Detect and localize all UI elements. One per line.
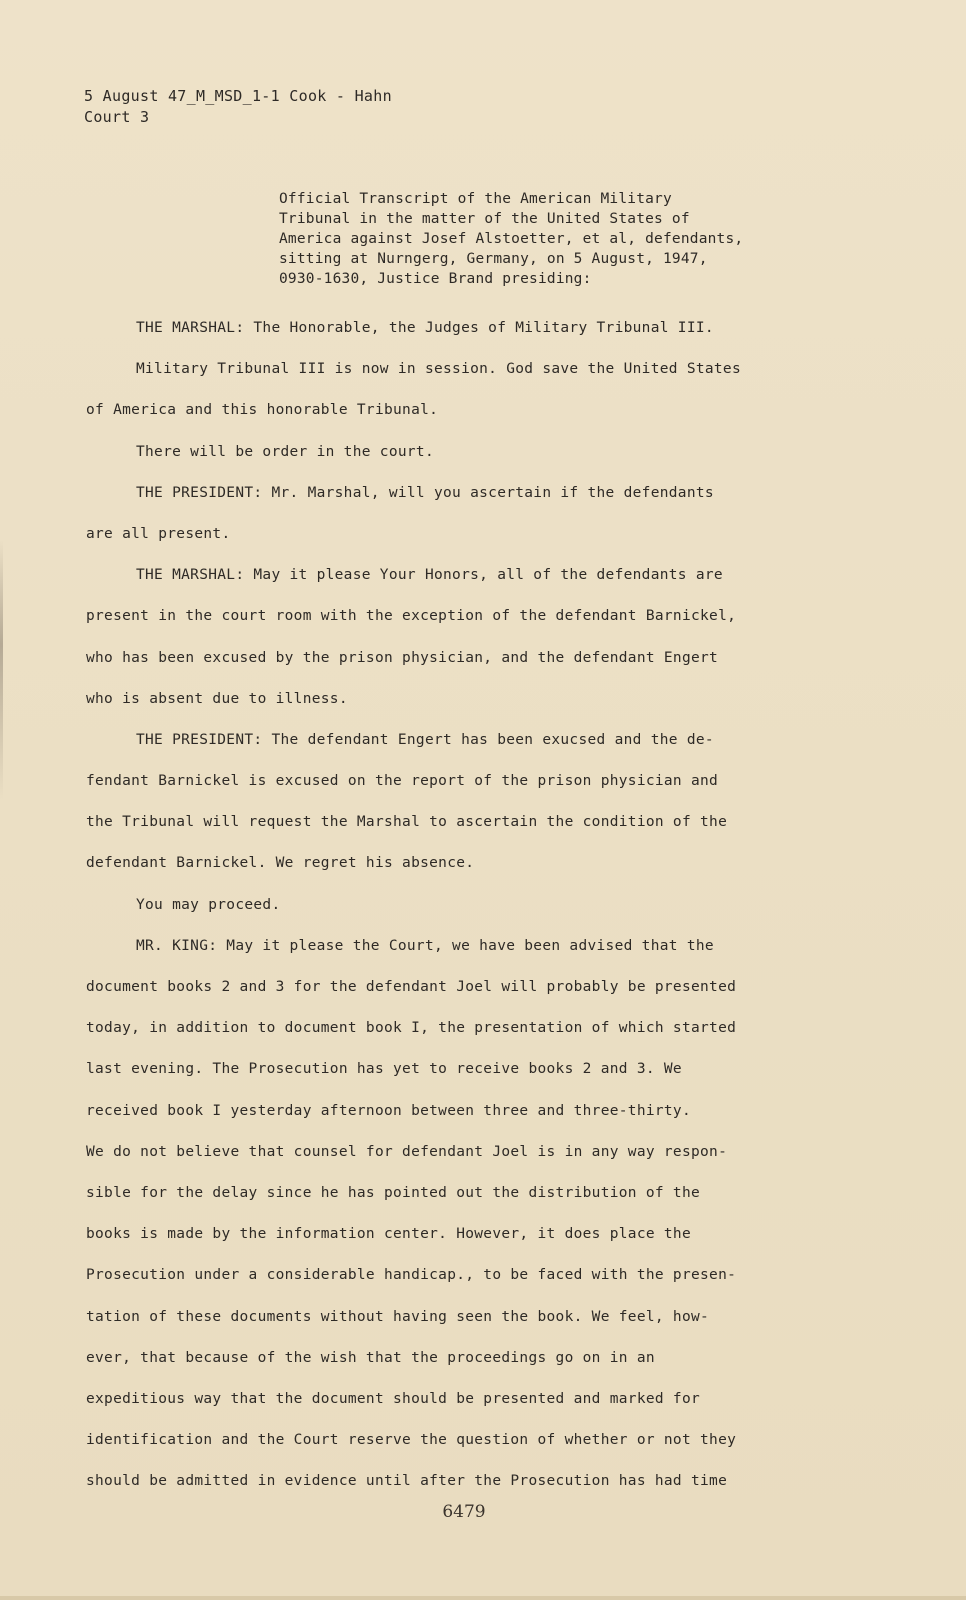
body-line: sible for the delay since he has pointed out the distribution of the — [86, 1184, 701, 1201]
body-line: There will be order in the court. — [136, 443, 434, 460]
header-line-2: Court 3 — [84, 108, 150, 126]
body-line: today, in addition to document book I, the presentation of which started — [86, 1020, 737, 1037]
body-line: received book I yesterday afternoon between three and three-thirty. — [86, 1102, 691, 1119]
page-bottom-edge — [0, 1596, 966, 1600]
body-line: expeditious way that the document should be presented and marked for — [86, 1390, 701, 1407]
caption-line: Official Transcript of the American Military — [279, 191, 672, 207]
body-line: document books 2 and 3 for the defendant Joel will probably be presented — [86, 979, 737, 995]
body-line: We do not believe that counsel for defendant Joel is in any way respon- — [86, 1143, 728, 1160]
body-line: THE PRESIDENT: The defendant Engert has been exucsed and the de- — [136, 731, 714, 748]
body-line: should be admitted in evidence until after the Prosecution has had time — [86, 1473, 728, 1490]
body-line: present in the court room with the exception of the defendant Barnickel, — [86, 608, 737, 625]
body-line: THE MARSHAL: May it please Your Honors, all of the defendants are — [136, 567, 723, 584]
caption-line: America against Josef Alstoetter, et al, defendants, — [279, 231, 744, 247]
body-line: You may proceed. — [136, 896, 281, 913]
caption-line: Tribunal in the matter of the United States of — [279, 211, 690, 227]
caption-line: 0930-1630, Justice Brand presiding: — [279, 271, 592, 287]
body-line: the Tribunal will request the Marshal to ascertain the condition of the — [86, 814, 728, 831]
body-line: books is made by the information center. However, it does place the — [86, 1226, 691, 1243]
body-line: identification and the Court reserve the question of whether or not they — [86, 1432, 737, 1449]
body-line: ever, that because of the wish that the proceedings go on in an — [86, 1349, 655, 1366]
transcript-body — [86, 308, 846, 1502]
body-line: of America and this honorable Tribunal. — [86, 402, 439, 419]
body-line: are all present. — [86, 525, 231, 542]
body-line: THE MARSHAL: The Honorable, the Judges of Military Tribunal III. — [136, 320, 714, 336]
body-line: Military Tribunal III is now in session. God save the United States — [136, 361, 741, 378]
body-line: tation of these documents without having seen the book. We feel, how- — [86, 1308, 710, 1325]
transcript-caption — [279, 189, 743, 289]
body-line: who is absent due to illness. — [86, 690, 348, 707]
document-header — [84, 86, 392, 128]
body-line: Prosecution under a considerable handicap., to be faced with the presen- — [86, 1267, 737, 1284]
page-edge-shadow — [0, 540, 3, 800]
header-line-1: 5 August 47_M_MSD_1-1 Cook - Hahn — [84, 87, 392, 105]
body-line: last evening. The Prosecution has yet to receive books 2 and 3. We — [86, 1061, 682, 1078]
page-number: 6479 — [442, 1502, 486, 1522]
body-line: who has been excused by the prison physician, and the defendant Engert — [86, 649, 719, 666]
caption-line: sitting at Nurngerg, Germany, on 5 August, 1947, — [279, 251, 708, 267]
body-line: THE PRESIDENT: Mr. Marshal, will you ascertain if the defendants — [136, 484, 714, 501]
body-line: defendant Barnickel. We regret his absence. — [86, 855, 475, 872]
body-line: fendant Barnickel is excused on the report of the prison physician and — [86, 773, 719, 790]
body-line: MR. KING: May it please the Court, we have been advised that the — [136, 937, 714, 954]
